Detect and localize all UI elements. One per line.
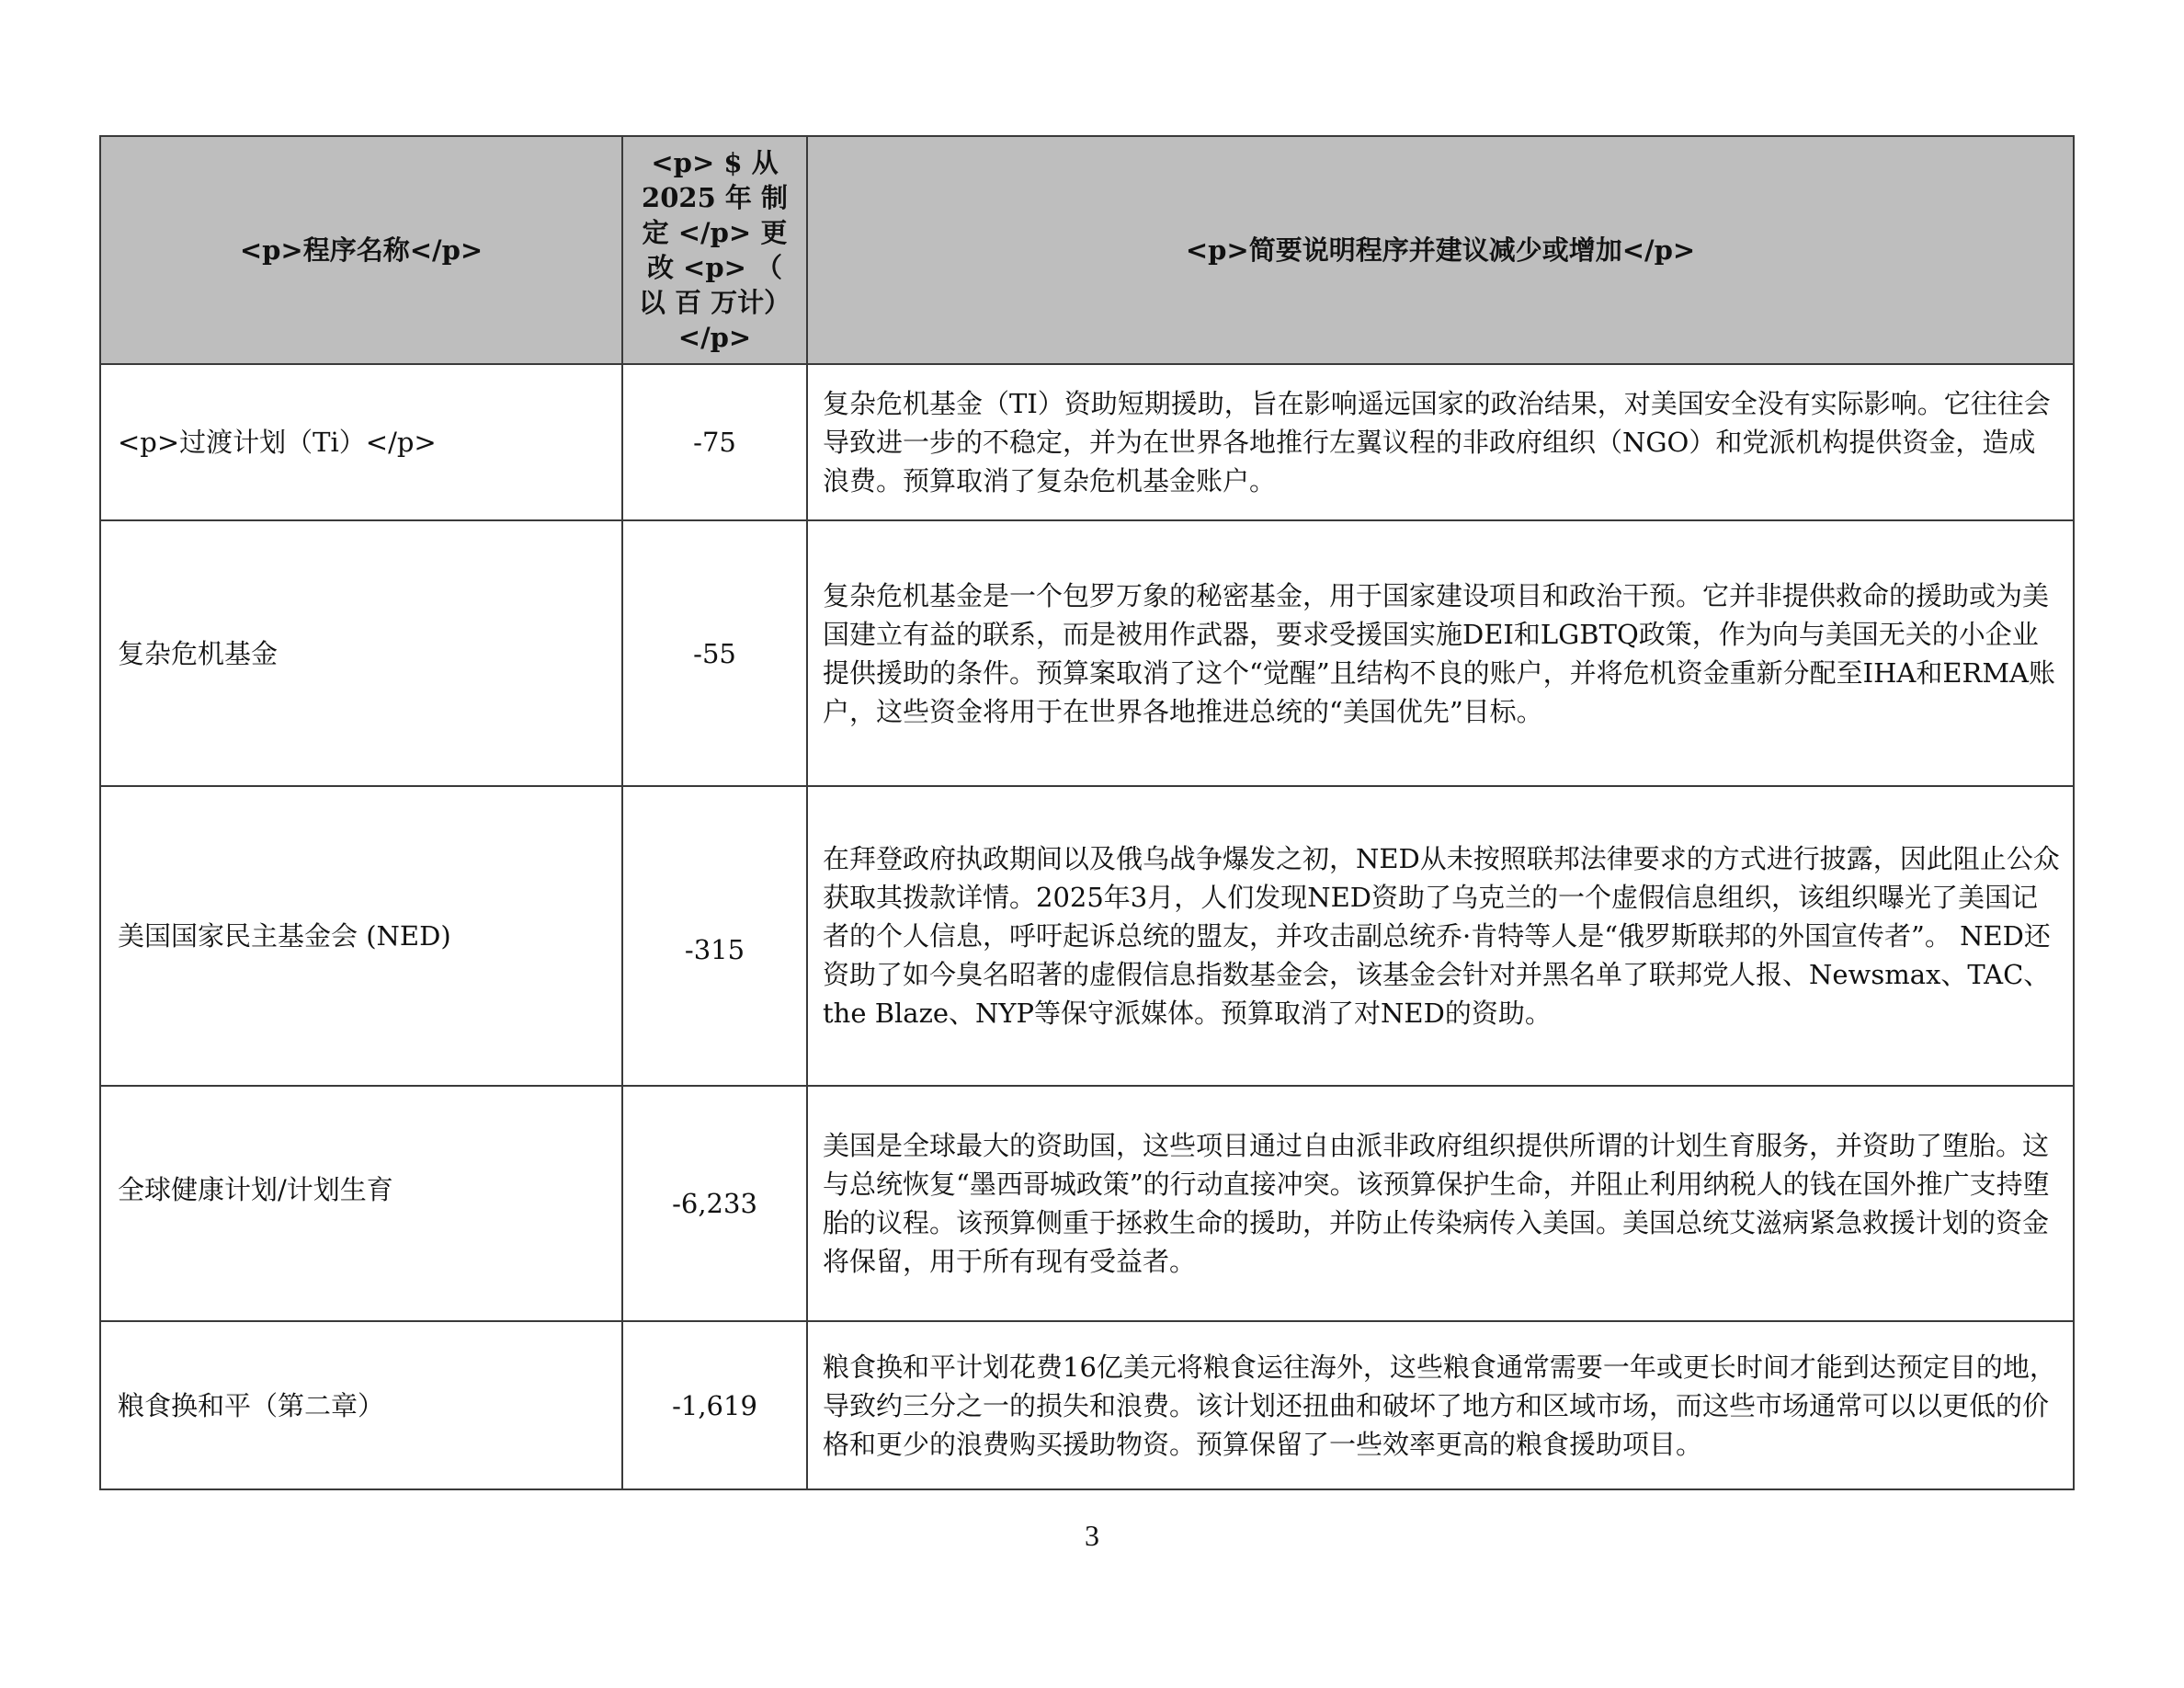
table-row bbox=[100, 1321, 2074, 1489]
table-body bbox=[100, 364, 2074, 1489]
page-number: 3 bbox=[1085, 1519, 1099, 1552]
header-program-name: <p>程序名称</p> bbox=[100, 136, 622, 364]
description-cell: 复杂危机基金（TI）资助短期援助，旨在影响遥远国家的政治结果，对美国安全没有实际影响。它往往会导致进一步的不稳定，并为在世界各地推行左翼议程的非政府组织（NGO）和党派机构提供资金，造成浪费。预算取消了复杂危机基金账户。 bbox=[807, 364, 2074, 520]
table-row bbox=[100, 364, 2074, 520]
amount-cell: -315 bbox=[622, 786, 807, 1086]
description-cell: 复杂危机基金是一个包罗万象的秘密基金，用于国家建设项目和政治干预。它并非提供救命的援助或为美国建立有益的联系，而是被用作武器，要求受援国实施DEI和LGBTQ政策，作为向与美国无关的小企业提供援助的条件。预算案取消了这个“觉醒”且结构不良的账户，并将危机资金重新分配至IHA和ERMA账户，这些资金将用于在世界各地推进总统的“美国优先”目标。 bbox=[807, 520, 2074, 786]
header-amount-change: <p> $ 从 2025 年 制 定 </p> 更 改 <p> （ 以 百 万计）</p> bbox=[622, 136, 807, 364]
program-name-cell: <p>过渡计划（Ti）</p> bbox=[100, 364, 622, 520]
program-name-cell: 复杂危机基金 bbox=[100, 520, 622, 786]
description-cell: 粮食换和平计划花费16亿美元将粮食运往海外，这些粮食通常需要一年或更长时间才能到达预定目的地，导致约三分之一的损失和浪费。该计划还扭曲和破坏了地方和区域市场，而这些市场通常可以以更低的价格和更少的浪费购买援助物资。预算保留了一些效率更高的粮食援助项目。 bbox=[807, 1321, 2074, 1489]
description-cell: 在拜登政府执政期间以及俄乌战争爆发之初，NED从未按照联邦法律要求的方式进行披露，因此阻止公众获取其拨款详情。2025年3月，人们发现NED资助了乌克兰的一个虚假信息组织，该组织曝光了美国记者的个人信息，呼吁起诉总统的盟友，并攻击副总统乔·肯特等人是“俄罗斯联邦的外国宣传者”。 NED还资助了如今臭名昭著的虚假信息指数基金会，该基金会针对并黑名单了联邦党人报、Newsmax、TAC、the Blaze、NYP等保守派媒体。预算取消了对NED的资助。 bbox=[807, 786, 2074, 1086]
amount-cell: -6,233 bbox=[622, 1086, 807, 1321]
program-name-cell: 粮食换和平（第二章） bbox=[100, 1321, 622, 1489]
program-name-cell: 美国国家民主基金会 (NED) bbox=[100, 786, 622, 1086]
table-row bbox=[100, 520, 2074, 786]
amount-cell: -1,619 bbox=[622, 1321, 807, 1489]
amount-cell: -55 bbox=[622, 520, 807, 786]
budget-table bbox=[99, 135, 2075, 1490]
amount-cell: -75 bbox=[622, 364, 807, 520]
description-cell: 美国是全球最大的资助国，这些项目通过自由派非政府组织提供所谓的计划生育服务，并资助了堕胎。这与总统恢复“墨西哥城政策”的行动直接冲突。该预算保护生命，并阻止利用纳税人的钱在国外推广支持堕胎的议程。该预算侧重于拯救生命的援助，并防止传染病传入美国。美国总统艾滋病紧急救援计划的资金将保留，用于所有现有受益者。 bbox=[807, 1086, 2074, 1321]
table-header bbox=[100, 136, 2074, 364]
header-row bbox=[100, 136, 2074, 364]
header-description: <p>简要说明程序并建议减少或增加</p> bbox=[807, 136, 2074, 364]
table-row bbox=[100, 786, 2074, 1086]
program-name-cell: 全球健康计划/计划生育 bbox=[100, 1086, 622, 1321]
table-row bbox=[100, 1086, 2074, 1321]
